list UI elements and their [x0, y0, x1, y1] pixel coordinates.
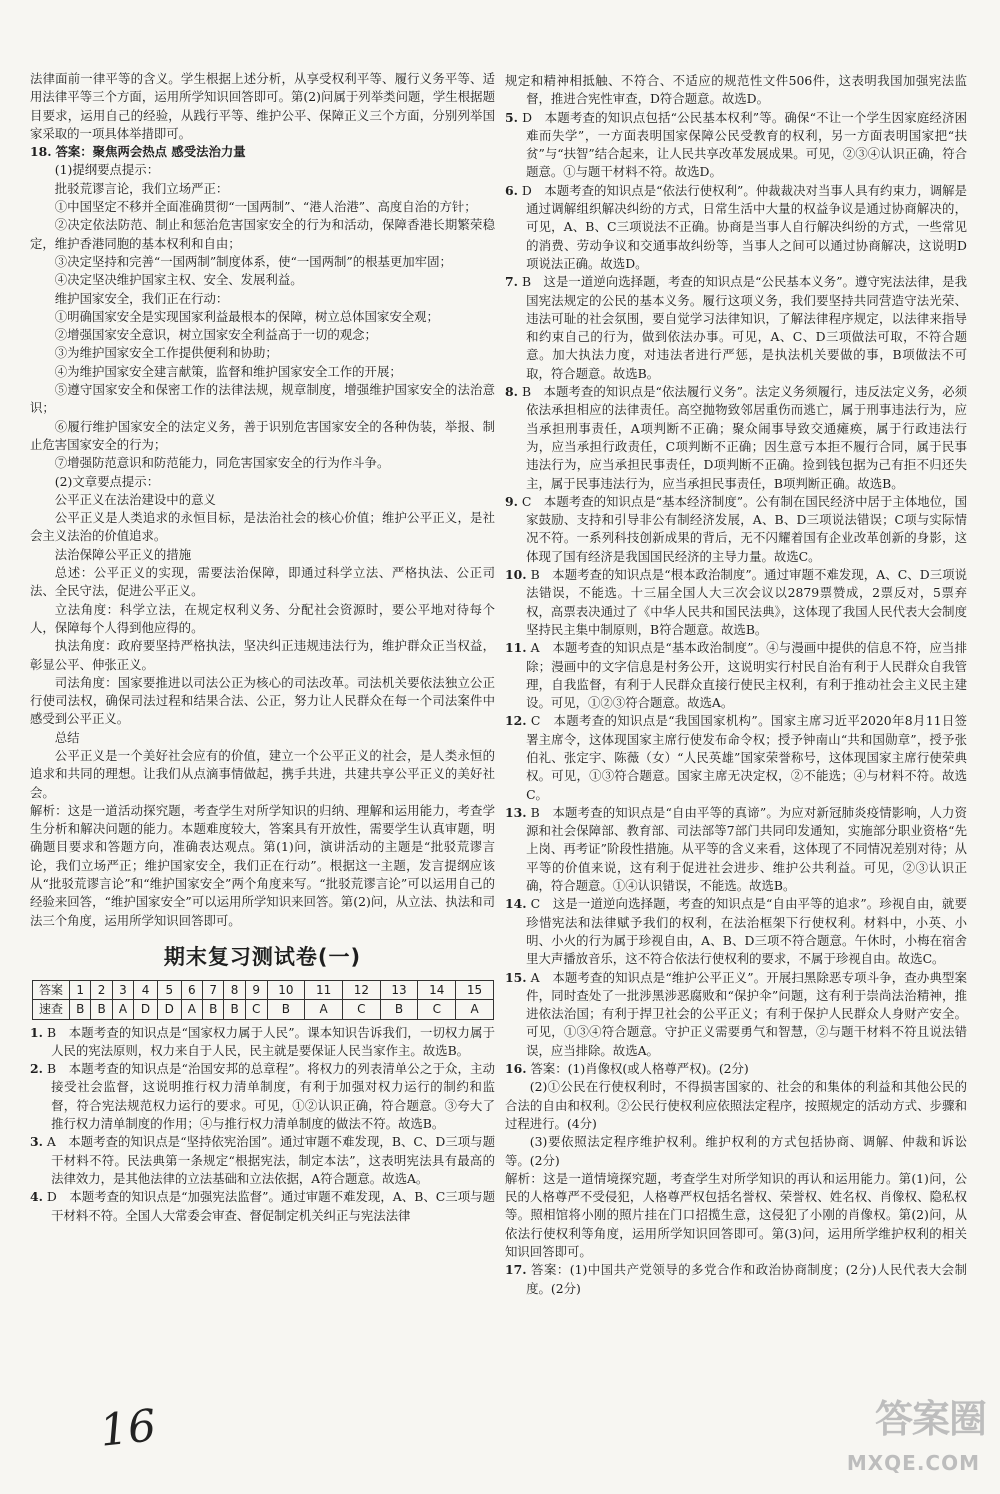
answer-line: ③为维护国家安全工作提供便利和协助； [54, 345, 278, 361]
question-number: 12. [505, 713, 527, 729]
question-number: 4. [30, 1189, 43, 1205]
answer-text: B 本题考查的知识点是“根本政治制度”。通过审题不难发现，A、C、D三项说法错误，不能选。十三届全国人大三次会议以2879票赞成，2票反对，5票弃权，高票表决通过了《中华人民共和国民法典》，这体现了我国人民代表大会制度坚持民主集中制原则，B符合题意。故选B。 [526, 567, 967, 637]
handwritten-page-number: 16 [97, 1400, 159, 1457]
answer-key-cell: A [305, 1000, 343, 1019]
answer-key-cell: C [418, 1000, 456, 1019]
question-number: 9. [505, 493, 518, 509]
analysis-text: 解析：这是一道活动探究题，考查学生对所学知识的归纳、理解和运用能力，考查学生分析和解决问题的能力。本题难度较大，答案具有开放性，需要学生认真审题，明确题目要求和答题方向，准确表达观点。第(1)问，演讲活动的主题是“批驳荒谬言论，我们立场严正；维护国家安全，我们正在行动”。根据这一主题，发言提纲应该从“批驳荒谬言论”和“维护国家安全”两个角度来写。“批驳荒谬言论”可以运用自己的经验来回答，“维护国家安全”可以运用所学知识来回答。第(2)问，从立法、执法和司法三个角度，运用所学知识回答即可。 [30, 802, 495, 928]
answer-key-cell: D [134, 1000, 158, 1019]
answer-text: 答案：(1)中国共产党领导的多党合作和政治协商制度；(2分)人民代表大会制度。(2分) [526, 1262, 967, 1296]
question-number: 1. [30, 1024, 43, 1040]
answer-key-row-questions [33, 980, 494, 999]
question-18-heading: 答案：聚焦两会热点 感受法治力量 [55, 144, 246, 160]
answer-key-cell: 9 [245, 980, 267, 999]
answer-key-cell: 11 [305, 980, 343, 999]
answer-item [505, 383, 967, 493]
answer-text: C 本题考查的知识点是“基本经济制度”。公有制在国民经济中居于主体地位，国家鼓励、支持和引导非公有制经济发展，A、B、D三项说法错误；C项与实际情况不符。一系列科技创新成果的背后，无不闪耀着国有企业改革创新的身影，这体现了国有经济是我国国民经济的主导力量。故选C。 [521, 493, 967, 564]
question-number: 13. [505, 804, 527, 820]
answer-line: ①中国坚定不移并全面准确贯彻“一国两制”、“港人治港”、高度自治的方针； [54, 199, 477, 215]
answer-key-table [32, 980, 494, 1020]
answer-line: 批驳荒谬言论，我们立场严正： [54, 180, 229, 196]
answer-key-cell: 13 [380, 980, 418, 999]
answer-text: B 本题考查的知识点是“依法履行义务”。法定义务须履行，违反法定义务，必须依法承担相应的法律责任。高空抛物致邻居重伤而逃亡，属于刑事违法行为，应当承担刑事责任，A项判断不正确；聚众闹事导致交通瘫痪，属于行政违法行为，应当承担行政责任，C项判断不正确；因生意亏本拒不履行合同，属于民事违法行为，应当承担民事责任，D项判断不正确。捡到钱包据为己有拒不归还失主，属于民事违法行为，应当承担民事责任，B项判断正确。故选B。 [521, 384, 967, 491]
answer-line: (1)提纲要点提示： [54, 162, 160, 178]
answer-item [505, 182, 967, 273]
answer-key-cell: D [157, 1000, 181, 1019]
answer-text: C 本题考查的知识点是“我国国家机构”。国家主席习近平2020年8月11日签署主席令，这体现国家主席行使发布命令权；授予钟南山“共和国勋章”，授予张伯礼、张定宇、陈薇（女）“人民英雄”国家荣誉称号，这体现国家主席行使荣典权。可见，①③符合题意。国家主席无决定权，②不能选；④与材料不符。故选C。 [526, 713, 967, 802]
answer-item [505, 493, 967, 566]
answer-text: A 本题考查的知识点是“坚持依宪治国”。通过审题不难发现，B、C、D三项与题干材料不符。民法典第一条规定“根据宪法，制定本法”，这表明宪法具有最高的法律效力，是其他法律的立法基础和立法依据，A符合题意。故选A。 [46, 1134, 495, 1186]
answer-key-cell: B [224, 1000, 245, 1019]
answer-text: 规定和精神相抵触、不符合、不适应的规范性文件506件，这表明我国加强宪法监督，推进合宪性审查，D符合题意。故选D。 [505, 73, 967, 107]
answer-line: ④为维护国家安全建言献策，监督和维护国家安全工作的开展； [54, 363, 402, 379]
answer-text: D 本题考查的知识点包括“公民基本权利”等。确保“不让一个学生因家庭经济困难而失学”，一方面表明国家保障公民受教育的权利，另一方面表明国家把“扶贫”与“扶智”结合起来，让人民共享改革发展成果。可见，②③④认识正确，符合题意。①与题干材料不符。故选D。 [522, 109, 967, 180]
answer-item [505, 895, 967, 968]
watermark-logo [836, 1397, 986, 1480]
question-number: 7. [505, 274, 518, 290]
answer-key-cell: B [91, 1000, 112, 1019]
answer-line: ④决定坚决维护国家主权、安全、发展利益。 [54, 272, 303, 288]
intro-text: 法律面前一律平等的含义。学生根据上述分析，从享受权利平等、履行义务平等、适用法律平等三个方面，运用所学知识回答即可。第(2)问属于列举类问题，学生根据题目要求，运用自己的经验，从践行平等、维护公平、保障正义三个方面，分别列举国家采取的一项具体举措即可。 [30, 71, 495, 141]
answer-line: 总结 [54, 729, 80, 745]
answer-text: B 本题考查的知识点是“国家权力属于人民”。课本知识告诉我们，一切权力属于人民的宪法原则，权力来自于人民，民主就是要保证人民当家作主。故选B。 [47, 1024, 495, 1058]
answer-item [505, 712, 967, 803]
answer-text: D 本题考查的知识点是“加强宪法监督”。通过审题不难发现，A、B、C三项与题干材料不符。全国人大常委会审查、督促制定机关纠正与宪法法律 [46, 1189, 495, 1223]
watermark-text: 答案圈 [874, 1397, 986, 1441]
answer-text: B 这是一道逆向选择题，考查的知识点是“公民基本义务”。遵守宪法法律，是我国宪法规定的公民的基本义务。履行这项义务，我们要坚持共同营造守法光荣、违法可耻的社会氛围，要自觉学习法律知识，了解法律程序规定，以法律来指导和约束自己的行为，做到依法办事。可见，A、C、D三项做法可取，不符合题意。加大执法力度，对违法者进行严惩，是执法机关要做的事，B项做法不可取，符合题意。故选B。 [521, 274, 967, 381]
answer-key-cell: B [380, 1000, 418, 1019]
answer-line: 法治保障公平正义的措施 [54, 546, 192, 562]
answer-key-cell: 12 [342, 980, 380, 999]
answer-key-cell: C [245, 1000, 267, 1019]
question-18-body [30, 161, 495, 929]
answer-text: A 本题考查的知识点是“基本政治制度”。④与漫画中提供的信息不符，应当排除；漫画中的文字信息是村务公开，这说明实行村民自治有利于人民群众自我管理，自我监督，有利于人民群众直接行使民主权利，有利于推动社会主义民主建设。可见，①②③符合题意。故选A。 [526, 640, 967, 711]
answer-item [505, 969, 967, 1060]
answer-line: (3)要依照法定程序维护权利。维护权利的方式包括协商、调解、仲裁和诉讼等。(2分) [505, 1134, 967, 1168]
answer-item [30, 1188, 495, 1225]
answer-text: A 本题考查的知识点是“维护公平正义”。开展扫黑除恶专项斗争，查办典型案件，同时查处了一批涉黑涉恶腐败和“保护伞”问题，这有利于崇尚法治精神，推进依法治国；有利于捍卫社会的公平正义；有利于保护人民群众人身财产安全。可见，①③④符合题意。守护正义需要勇气和智慧，②与题干材料不符且说法错误，应当排除。故选A。 [526, 969, 967, 1058]
answer-line: ⑦增强防范意识和防范能力，同危害国家安全的行为作斗争。 [54, 455, 390, 471]
question-number: 2. [30, 1061, 43, 1077]
question-number: 18. [30, 144, 52, 160]
answer-key-cell: 15 [456, 980, 494, 999]
question-number: 3. [30, 1134, 43, 1150]
question-number: 10. [505, 567, 527, 583]
question-number: 6. [505, 182, 518, 198]
left-column [30, 70, 495, 1225]
answer-key-cell: B [203, 1000, 224, 1019]
question-number: 17. [505, 1262, 527, 1278]
answer-item [505, 566, 967, 639]
answer-line: (2)①公民在行使权利时，不得损害国家的、社会的和集体的利益和其他公民的合法的自由和权利。②公民行使权利应依照法定程序，按照规定的活动方式、步骤和过程进行。(4分) [505, 1079, 967, 1131]
answer-key-cell: 3 [112, 980, 133, 999]
answer-line: ②增强国家安全意识，树立国家安全利益高于一切的观念； [54, 327, 377, 343]
question-number: 14. [505, 896, 527, 912]
answer-key-row-answers [33, 1000, 494, 1019]
answer-key-cell: 6 [181, 980, 202, 999]
answer-key-cell: 10 [267, 980, 305, 999]
watermark-url: MXQE.COM [846, 1451, 980, 1475]
answer-key-label: 速查 [33, 1000, 70, 1019]
answer-line: 维护国家安全，我们正在行动： [54, 290, 229, 306]
answer-line: ⑤遵守国家安全和保密工作的法律法规，规章制度，增强维护国家安全的法治意识； [30, 382, 495, 416]
answer-line: 立法角度：科学立法，在规定权利义务、分配社会资源时，要公平地对待每个人，保障每个人得到他应得的。 [30, 601, 495, 635]
answer-item [505, 804, 967, 895]
exam-title: 期末复习测试卷(一) [163, 944, 362, 969]
question-number: 5. [505, 109, 518, 125]
answer-text: 答案：(1)肖像权(或人格尊严权)。(2分) [530, 1061, 749, 1077]
right-column [505, 72, 967, 1298]
answer-line: 执法角度：政府要坚持严格执法，坚决纠正违规违法行为，维护群众正当权益，彰显公平、伸张正义。 [30, 638, 495, 672]
answer-line: ①明确国家安全是实现国家利益最根本的保障，树立总体国家安全观； [54, 308, 439, 324]
question-18 [30, 143, 495, 161]
analysis-text: 解析：这是一道情境探究题，考查学生对所学知识的再认和运用能力。第(1)问，公民的人格尊严不受侵犯，人格尊严权包括名誉权、荣誉权、姓名权、肖像权、隐私权等。照相馆将小刚的照片挂在门口招揽生意，这侵犯了小刚的肖像权。第(2)问，从依法行使权利等角度，运用所学知识回答即可。第(3)问，运用所学维护权利的相关知识回答即可。 [505, 1170, 967, 1259]
answer-item [30, 1024, 495, 1061]
answer-item [505, 109, 967, 182]
question-number: 16. [505, 1061, 527, 1077]
answer-line: ③决定坚持和完善“一国两制”制度体系，使“一国两制”的根基更加牢固； [54, 253, 452, 269]
answer-key-cell: 2 [91, 980, 112, 999]
answer-key-cell: 14 [418, 980, 456, 999]
answer-text: B 本题考查的知识点是“自由平等的真谛”。为应对新冠肺炎疫情影响，人力资源和社会保障部、教育部、司法部等7部门共同印发通知，实施部分职业资格“先上岗、再考证”阶段性措施。从平等的含义来看，这体现了不同情况差别对待；从平等的价值来说，这有利于促进社会进步、维护公共利益。可见，②③认识正确，符合题意。①④认识错误，不能选。故选B。 [526, 804, 967, 894]
question-number: 11. [505, 640, 527, 656]
answer-key-cell: C [342, 1000, 380, 1019]
answer-key-cell: 8 [224, 980, 245, 999]
question-number: 15. [505, 969, 527, 985]
question-number: 8. [505, 384, 518, 400]
answer-item [30, 1133, 495, 1188]
answer-text: C 这是一道逆向选择题，考查的知识点是“自由平等的追求”。珍视自由，就要珍惜宪法和法律赋予我们的权利，在法治框架下行使权利。材料中，小英、小明、小火的行为属于珍视自由，A、B、D三项不符合题意。午休时，小梅在宿舍里大声播放音乐，这不符合依法行使权利的要求，不属于珍视自由。故选C。 [526, 896, 967, 967]
answer-line: ②决定依法防范、制止和惩治危害国家安全的行为和活动，保障香港长期繁荣稳定，维护香港同胞的基本权利和自由； [30, 217, 495, 251]
answer-item [30, 1060, 495, 1133]
answer-key-cell: A [181, 1000, 202, 1019]
answer-key-cell: 1 [70, 980, 91, 999]
answer-item [505, 639, 967, 712]
answer-key-cell: A [456, 1000, 494, 1019]
answer-line: 总述：公平正义的实现，需要法治保障，即通过科学立法、严格执法、公正司法、全民守法，促进公平正义。 [30, 565, 495, 599]
answer-line: 公平正义是人类追求的永恒目标，是法治社会的核心价值；维护公平正义，是社会主义法治的价值追求。 [30, 510, 495, 544]
question-17 [505, 1261, 967, 1298]
question-16 [505, 1060, 967, 1078]
answer-key-cell: 5 [157, 980, 181, 999]
continued-text [505, 72, 967, 109]
answer-key-cell: A [112, 1000, 133, 1019]
answer-text: D 本题考查的知识点是“依法行使权利”。仲裁裁决对当事人具有约束力，调解是通过调解组织解决纠纷的方式，日常生活中大量的权益争议是通过协商解决的，可见，A、B、C三项说法不正确。协商是当事人自行解决纠纷的方式，一些常见的消费、劳动争议和交通事故纠纷等，当事人之间可以通过协商解决，这说明D项说法正确。故选D。 [521, 182, 967, 271]
answer-line: 公平正义在法治建设中的意义 [54, 491, 216, 507]
answer-key-cell: 7 [203, 980, 224, 999]
answer-line: (2)文章要点提示： [54, 473, 160, 489]
answer-line: 司法角度：国家要推进以司法公正为核心的司法改革。司法机关要依法独立公正行使司法权，确保司法过程和结果合法、公正，努力让人民群众在每一个司法案件中感受到公平正义。 [30, 674, 495, 727]
answer-item [505, 273, 967, 383]
answer-key-cell: B [267, 1000, 305, 1019]
answer-line: ⑥履行维护国家安全的法定义务，善于识别危害国家安全的各种伪装，举报、制止危害国家安全的行为； [30, 418, 495, 452]
answer-text: B 本题考查的知识点是“治国安邦的总章程”。将权力的列表清单公之于众，主动接受社会监督，这说明推行权力清单制度，有利于加强对权力运行的制约和监督，符合宪法规范权力运行的要求。可见，①②认识正确，符合题意。③夸大了推行权力清单制度的作用；④与推行权力清单制度的做法不符。故选B。 [47, 1061, 495, 1132]
answer-line: 公平正义是一个美好社会应有的价值，建立一个公平正义的社会，是人类永恒的追求和共同的理想。让我们从点滴事情做起，携手共进，共建共享公平正义的美好社会。 [30, 747, 495, 800]
answer-key-cell: 4 [134, 980, 158, 999]
answer-key-label: 答案 [33, 980, 70, 999]
answer-key-cell: B [70, 1000, 91, 1019]
